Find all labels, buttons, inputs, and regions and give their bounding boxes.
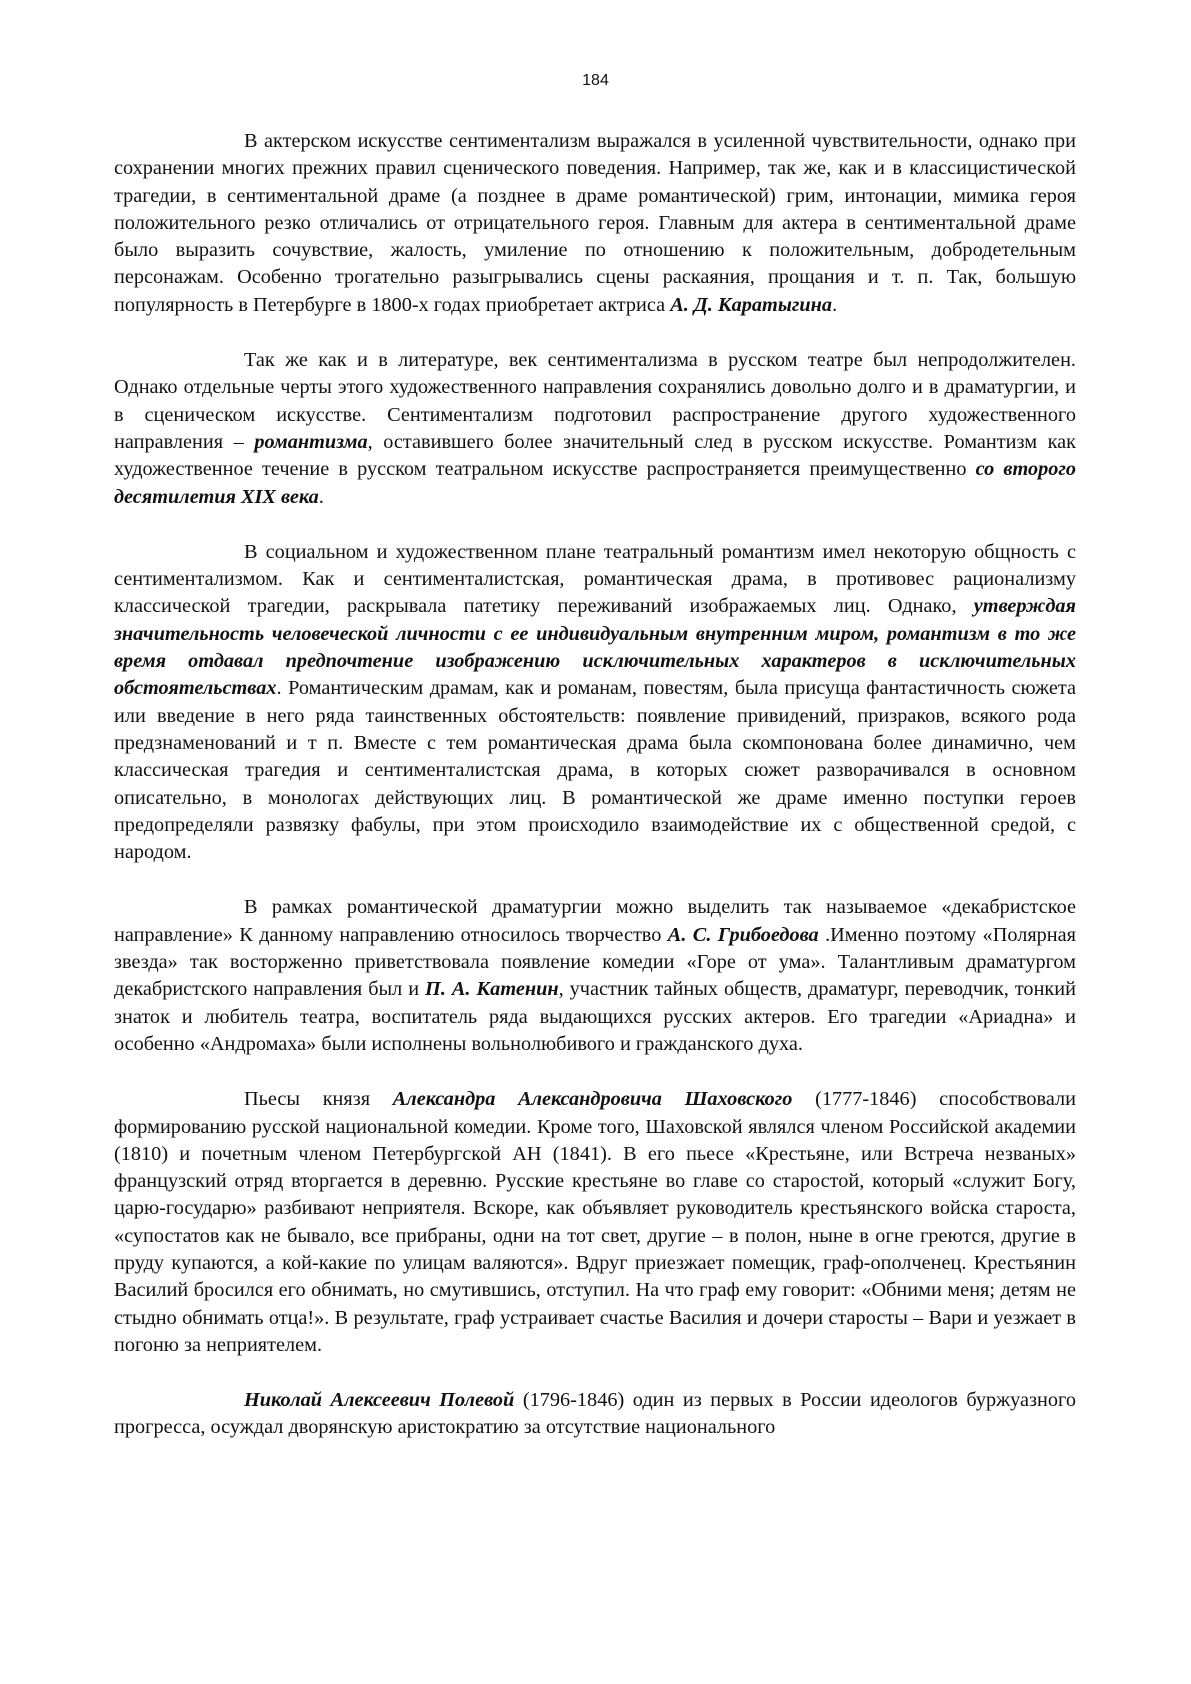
emphasized-text: утверждая значительность человеческой личности с ее индивидуальным внутренним миром, романтизм в то же время отдавал предпочтение изображению исключительных характеров в исключительных обстоятельствах — [114, 595, 1076, 700]
paragraph — [114, 1086, 1076, 1359]
emphasized-text: А. С. Грибоедова — [667, 923, 819, 946]
text-run: . — [832, 293, 838, 316]
text-run: Пьесы князя — [244, 1088, 393, 1111]
emphasized-text: Александра Александровича Шаховского — [392, 1088, 793, 1111]
text-run: . — [318, 485, 324, 508]
paragraph — [114, 1387, 1076, 1442]
text-run: (1796-1846) один из первых в России идеологов буржуазного прогресса, осуждал дворянскую аристократию за отсутствие национального — [114, 1389, 1076, 1439]
emphasized-text: романтизма — [254, 430, 368, 453]
text-run: В социальном и художественном плане театральный романтизм имел некоторую общность с сентиментализмом. Как и сентименталистская, романтическая драма, в противовес рационализму классической трагедии, раскрывала патетику переживаний изображаемых лиц. Однако, — [114, 540, 1076, 618]
text-run: . Романтическим драмам, как и романам, повестям, была присуща фантастичность сюжета или введение в него ряда таинственных обстоятельств: появление привидений, призраков, всякого рода предзнаменований и т п. Вместе с тем романтическая драма была скомпонована более динамично, чем классическая трагедия и сентименталистская драма, в которых сюжет разворачивался в основном описательно, в монологах действующих лиц. В романтической же драме именно поступки героев предопределяли развязку фабулы, при этом происходило взаимодействие их с общественной средой, с народом. — [114, 677, 1076, 864]
text-run: Так же как и в литературе, век сентиментализма в русском театре был непродолжителен. Однако отдельные черты этого художественного направления сохранялись довольно долго и в драматургии, и в сценическом искусстве. Сентиментализм подготовил распространение другого художественного направления – — [114, 349, 1076, 453]
paragraph — [114, 347, 1076, 511]
page-number: 184 — [582, 72, 609, 89]
emphasized-text: П. А. Катенин — [425, 978, 559, 1001]
text-run: , оставившего более значительный след в русском искусстве. Романтизм как художественное течение в русском театральном искусстве распространяется преимущественно — [114, 430, 1076, 481]
emphasized-text: Николай Алексеевич Полевой — [244, 1389, 515, 1412]
text-run: В актерском искусстве сентиментализм выражался в усиленной чувствительности, однако при сохранении многих прежних правил сценического поведения. Например, так же, как и в классицистической трагедии, в сентиментальной драме (а позднее в драме романтической) грим, интонации, мимика героя положительного резко отличались от отрицательного героя. Главным для актера в сентиментальной драме было выразить сочувствие, жалость, умиление по отношению к положительным, добродетельным персонажам. Особенно трогательно разыгрывались сцены раскаяния, прощания и т. п. Так, большую популярность в Петербурге в 1800-х годах приобретает актриса — [114, 130, 1076, 316]
text-run: (1777-1846) способствовали формированию русской национальной комедии. Кроме того, Шаховской являлся членом Российской академии (1810) и почетным членом Петербургской АН (1841). В его пьесе «Крестьяне, или Встреча незваных» французский отряд вторгается в деревню. Русские крестьяне во главе со старостой, который «служит Богу, царю-государю» разбивают неприятеля. Вскоре, как объявляет руководитель крестьянского войска староста, «супостатов как не бывало, все прибраны, одни на тот свет, другие – в полон, ныне в огне греются, другие в пруду купаются, а кой-какие по улицам валяются». Вдруг приезжает помещик, граф-ополченец. Крестьянин Василий бросился его обнимать, но смутившись, отступил. На что граф ему говорит: «Обними меня; детям не стыдно обнимать отца!». В результате, граф устраивает счастье Василия и дочери старосты – Вари и уезжает в погоню за неприятелем. — [114, 1088, 1076, 1356]
text-run: .Именно поэтому «Полярная звезда» так восторженно приветствовала появление комедии «Горе от ума». Талантливым драматургом декабристского направления был и — [114, 923, 1076, 1001]
emphasized-text: А. Д. Каратыгина — [670, 293, 833, 316]
paragraph — [114, 539, 1076, 867]
body-text — [114, 128, 1076, 1470]
paragraph — [114, 128, 1076, 319]
text-run: В рамках романтической драматургии можно выделить так называемое «декабристское направление» К данному направлению относилось творчество — [114, 896, 1076, 946]
emphasized-text: со второго десятилетия XIX века — [114, 458, 1077, 508]
text-run: , участник тайных обществ, драматург, переводчик, тонкий знаток и любитель театра, воспитатель ряда выдающихся русских актеров. Его трагедии «Ариадна» и особенно «Андромаха» были исполнены вольнолюбивого и гражданского духа. — [114, 978, 1076, 1055]
paragraph — [114, 894, 1076, 1058]
